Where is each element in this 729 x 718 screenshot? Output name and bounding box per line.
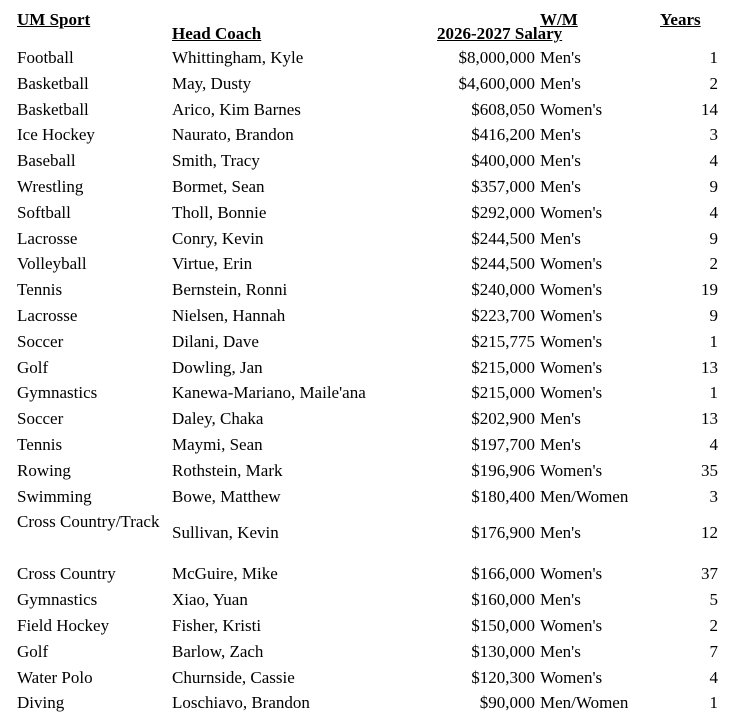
cell-salary: $150,000 (471, 616, 535, 635)
cell-head-coach: Arico, Kim Barnes (172, 99, 301, 119)
cell-wm: Women's (540, 331, 603, 351)
cell-wm: Men's (540, 523, 581, 543)
cell-sport: Cross Country (17, 564, 116, 584)
cell-head-coach: May, Dusty (172, 73, 252, 93)
cell-head-coach: Loschiavo, Brandon (172, 693, 310, 713)
cell-years: 7 (709, 641, 718, 661)
cell-salary: $180,400 (471, 486, 535, 506)
table-row (0, 253, 729, 279)
cell-years: 2 (709, 254, 718, 274)
cell-salary: $166,000 (471, 564, 535, 584)
cell-wm: Women's (540, 460, 603, 480)
cell-head-coach: Bernstein, Ronni (172, 280, 288, 300)
table-row (0, 228, 729, 254)
cell-head-coach: Churnside, Cassie (172, 667, 295, 687)
cell-sport: Cross Country/Track (17, 512, 160, 532)
cell-years: 4 (709, 667, 718, 687)
cell-salary: $357,000 (471, 177, 535, 196)
table-row (0, 124, 729, 150)
cell-years: 35 (701, 460, 718, 480)
table-row (0, 357, 729, 383)
cell-head-coach: Daley, Chaka (172, 409, 264, 429)
cell-head-coach: McGuire, Mike (172, 564, 278, 584)
cell-salary: $196,906 (471, 460, 535, 480)
table-row (0, 511, 729, 559)
table-row (0, 47, 729, 73)
cell-sport: Field Hockey (17, 616, 110, 635)
cell-years: 9 (709, 228, 718, 248)
cell-sport: Gymnastics (17, 383, 98, 403)
cell-wm: Women's (540, 306, 603, 325)
cell-head-coach: Conry, Kevin (172, 228, 264, 248)
cell-head-coach: Whittingham, Kyle (172, 48, 304, 67)
cell-wm: Women's (540, 616, 603, 635)
cell-head-coach: Bormet, Sean (172, 177, 265, 196)
cell-years: 1 (709, 331, 718, 351)
cell-wm: Women's (540, 280, 603, 300)
cell-years: 9 (709, 177, 718, 196)
cell-sport: Soccer (17, 409, 64, 429)
table-row (0, 176, 729, 202)
cell-salary: $160,000 (471, 590, 535, 610)
table-row (0, 202, 729, 228)
cell-head-coach: Dilani, Dave (172, 331, 259, 351)
cell-head-coach: Sullivan, Kevin (172, 523, 279, 543)
table-row (0, 460, 729, 486)
cell-salary: $202,900 (471, 409, 535, 429)
cell-sport: Softball (17, 202, 71, 222)
cell-wm: Men's (540, 125, 581, 145)
cell-head-coach: Maymi, Sean (172, 435, 263, 454)
cell-sport: Basketball (17, 99, 89, 119)
cell-head-coach: Kanewa-Mariano, Maile'ana (172, 383, 366, 403)
cell-sport: Lacrosse (17, 228, 78, 248)
cell-sport: Gymnastics (17, 590, 98, 610)
cell-salary: $400,000 (471, 151, 535, 171)
cell-wm: Men's (540, 151, 581, 171)
cell-salary: $223,700 (471, 306, 535, 325)
cell-head-coach: Dowling, Jan (172, 357, 263, 377)
cell-sport: Golf (17, 641, 49, 661)
header-head-coach: Head Coach (172, 24, 262, 43)
cell-head-coach: Virtue, Erin (172, 254, 253, 274)
cell-sport: Water Polo (17, 667, 93, 687)
cell-salary: $120,300 (471, 667, 535, 687)
cell-years: 9 (709, 306, 718, 325)
header-wm: W/M (540, 10, 578, 29)
cell-sport: Rowing (17, 460, 71, 480)
cell-wm: Men's (540, 228, 581, 248)
cell-sport: Ice Hockey (17, 125, 95, 145)
cell-head-coach: Tholl, Bonnie (172, 202, 267, 222)
cell-salary: $8,000,000 (458, 48, 535, 67)
cell-wm: Men's (540, 177, 581, 196)
table-row (0, 563, 729, 589)
cell-years: 5 (709, 590, 718, 610)
cell-head-coach: Nielsen, Hannah (172, 306, 286, 325)
cell-salary: $130,000 (471, 641, 535, 661)
cell-head-coach: Barlow, Zach (172, 641, 264, 661)
cell-head-coach: Bowe, Matthew (172, 486, 281, 506)
cell-sport: Volleyball (17, 254, 87, 274)
cell-sport: Wrestling (17, 177, 84, 196)
cell-wm: Women's (540, 99, 603, 119)
cell-years: 37 (701, 564, 718, 584)
header-sport: UM Sport (17, 10, 91, 29)
table-row (0, 382, 729, 408)
table-row (0, 589, 729, 615)
cell-years: 1 (709, 693, 718, 713)
table-row (0, 279, 729, 305)
table-row (0, 667, 729, 693)
table-row (0, 73, 729, 99)
cell-years: 19 (701, 280, 718, 300)
cell-wm: Men's (540, 409, 581, 429)
cell-wm: Women's (540, 357, 603, 377)
cell-sport: Golf (17, 357, 49, 377)
cell-sport: Swimming (17, 486, 92, 506)
table-row (0, 150, 729, 176)
cell-years: 1 (709, 383, 718, 403)
cell-salary: $416,200 (471, 125, 535, 145)
cell-years: 2 (709, 73, 718, 93)
cell-wm: Men's (540, 435, 581, 454)
table-row (0, 305, 729, 331)
cell-years: 4 (709, 151, 718, 171)
cell-sport: Diving (17, 693, 65, 713)
cell-wm: Women's (540, 202, 603, 222)
cell-wm: Men/Women (540, 693, 629, 713)
cell-sport: Basketball (17, 73, 89, 93)
cell-salary: $608,050 (471, 99, 535, 119)
cell-salary: $176,900 (471, 523, 535, 543)
table-row (0, 486, 729, 512)
cell-years: 4 (709, 435, 718, 454)
cell-years: 14 (701, 99, 718, 119)
cell-years: 13 (701, 409, 718, 429)
table-row (0, 408, 729, 434)
cell-years: 3 (709, 486, 718, 506)
cell-salary: $292,000 (471, 202, 535, 222)
cell-sport: Tennis (17, 280, 63, 300)
cell-years: 3 (709, 125, 718, 145)
cell-wm: Men's (540, 641, 581, 661)
cell-years: 1 (709, 48, 718, 67)
cell-salary: $197,700 (471, 435, 535, 454)
header-years: Years (660, 10, 701, 29)
cell-sport: Lacrosse (17, 306, 78, 325)
table-row (0, 641, 729, 667)
cell-sport: Football (17, 48, 74, 67)
table-row (0, 692, 729, 718)
cell-head-coach: Naurato, Brandon (172, 125, 294, 145)
cell-salary: $240,000 (471, 280, 535, 300)
cell-salary: $4,600,000 (458, 73, 535, 93)
cell-salary: $90,000 (479, 693, 535, 713)
cell-head-coach: Xiao, Yuan (172, 590, 248, 610)
table-row (0, 615, 729, 641)
cell-sport: Soccer (17, 331, 64, 351)
cell-head-coach: Rothstein, Mark (172, 460, 283, 480)
cell-salary: $215,000 (471, 357, 535, 377)
table-row (0, 331, 729, 357)
cell-salary: $244,500 (471, 228, 535, 248)
cell-head-coach: Smith, Tracy (172, 151, 260, 171)
cell-wm: Men/Women (540, 486, 629, 506)
cell-years: 12 (701, 523, 718, 543)
cell-years: 4 (709, 202, 718, 222)
cell-salary: $244,500 (471, 254, 535, 274)
cell-wm: Women's (540, 564, 603, 584)
cell-sport: Baseball (17, 151, 76, 171)
cell-salary: $215,000 (471, 383, 535, 403)
cell-salary: $215,775 (471, 331, 535, 351)
header-salary: 2026-2027 Salary (437, 24, 563, 43)
table-row (0, 99, 729, 125)
cell-wm: Men's (540, 73, 581, 93)
cell-wm: Women's (540, 667, 603, 687)
cell-wm: Men's (540, 590, 581, 610)
table-row (0, 434, 729, 460)
cell-years: 13 (701, 357, 718, 377)
cell-wm: Women's (540, 254, 603, 274)
cell-wm: Women's (540, 383, 603, 403)
cell-head-coach: Fisher, Kristi (172, 616, 262, 635)
cell-years: 2 (709, 616, 718, 635)
cell-wm: Men's (540, 48, 581, 67)
cell-sport: Tennis (17, 435, 63, 454)
